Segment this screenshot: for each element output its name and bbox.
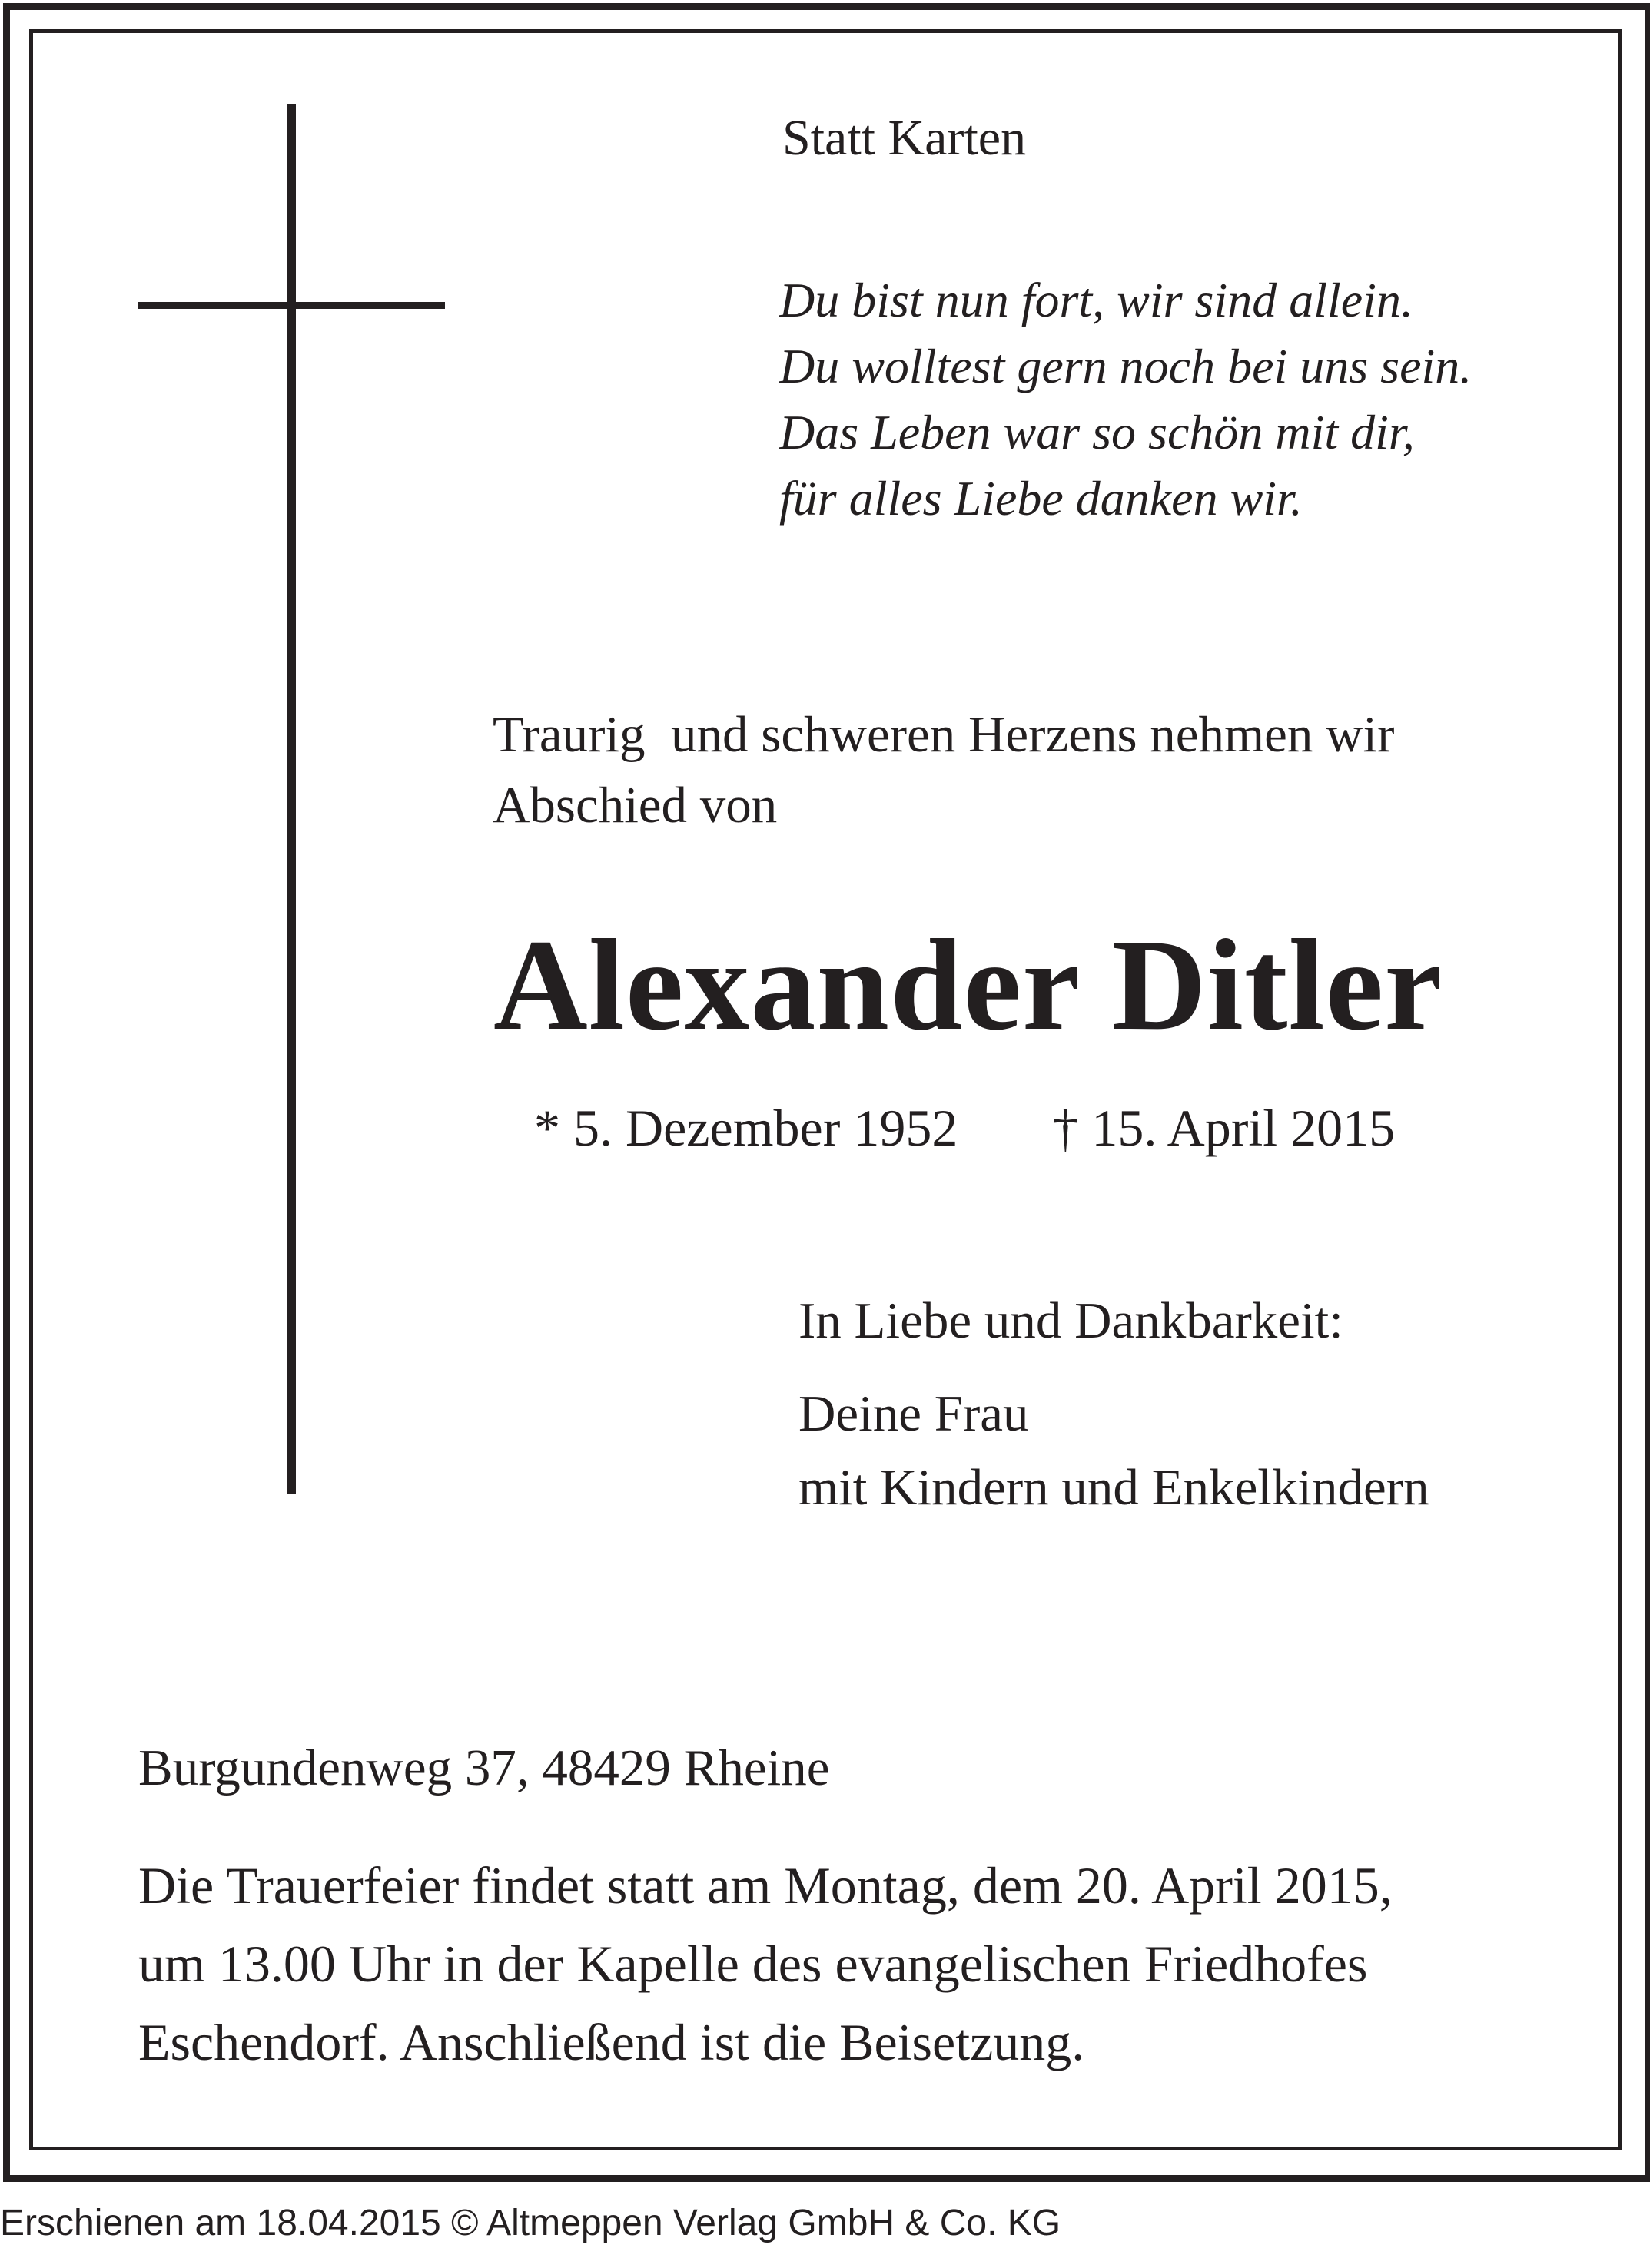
poem-line: für alles Liebe danken wir.: [779, 471, 1303, 526]
intro-line: Abschied von: [493, 777, 778, 834]
cross-horizontal-bar: [138, 302, 445, 309]
ceremony-line: Die Trauerfeier findet statt am Montag, dem 20. April 2015,: [138, 1856, 1393, 1915]
ceremony-line: um 13.00 Uhr in der Kapelle des evangelischen Friedhofes: [138, 1935, 1368, 1993]
gratitude-line: In Liebe und Dankbarkeit:: [798, 1292, 1343, 1349]
birth-date: * 5. Dezember 1952: [534, 1099, 958, 1157]
publication-footer: Erschienen am 18.04.2015 © Altmeppen Verlag GmbH & Co. KG: [0, 2203, 1061, 2243]
poem-line: Das Leben war so schön mit dir,: [779, 405, 1415, 459]
death-date: † 15. April 2015: [1052, 1099, 1396, 1157]
ceremony-info: [138, 1846, 1393, 2081]
mourner-line: mit Kindern und Enkelkindern: [798, 1459, 1429, 1516]
intro-text: [493, 699, 1394, 841]
memorial-poem: [779, 267, 1472, 532]
life-dates: [534, 1093, 1395, 1163]
intro-line: Traurig und schweren Herzens nehmen wir: [493, 706, 1395, 763]
address: Burgundenweg 37, 48429 Rheine: [138, 1739, 830, 1796]
poem-line: Du bist nun fort, wir sind allein.: [779, 273, 1413, 327]
deceased-name: Alexander Ditler: [493, 913, 1443, 1057]
ceremony-line: Eschendorf. Anschließend ist die Beisetzung.: [138, 2013, 1085, 2071]
poem-line: Du wolltest gern noch bei uns sein.: [779, 339, 1472, 393]
notice-header: Statt Karten: [782, 110, 1027, 166]
mourner-line: Deine Frau: [798, 1385, 1029, 1442]
mourners: [798, 1377, 1429, 1524]
cross-vertical-bar: [287, 104, 296, 1494]
